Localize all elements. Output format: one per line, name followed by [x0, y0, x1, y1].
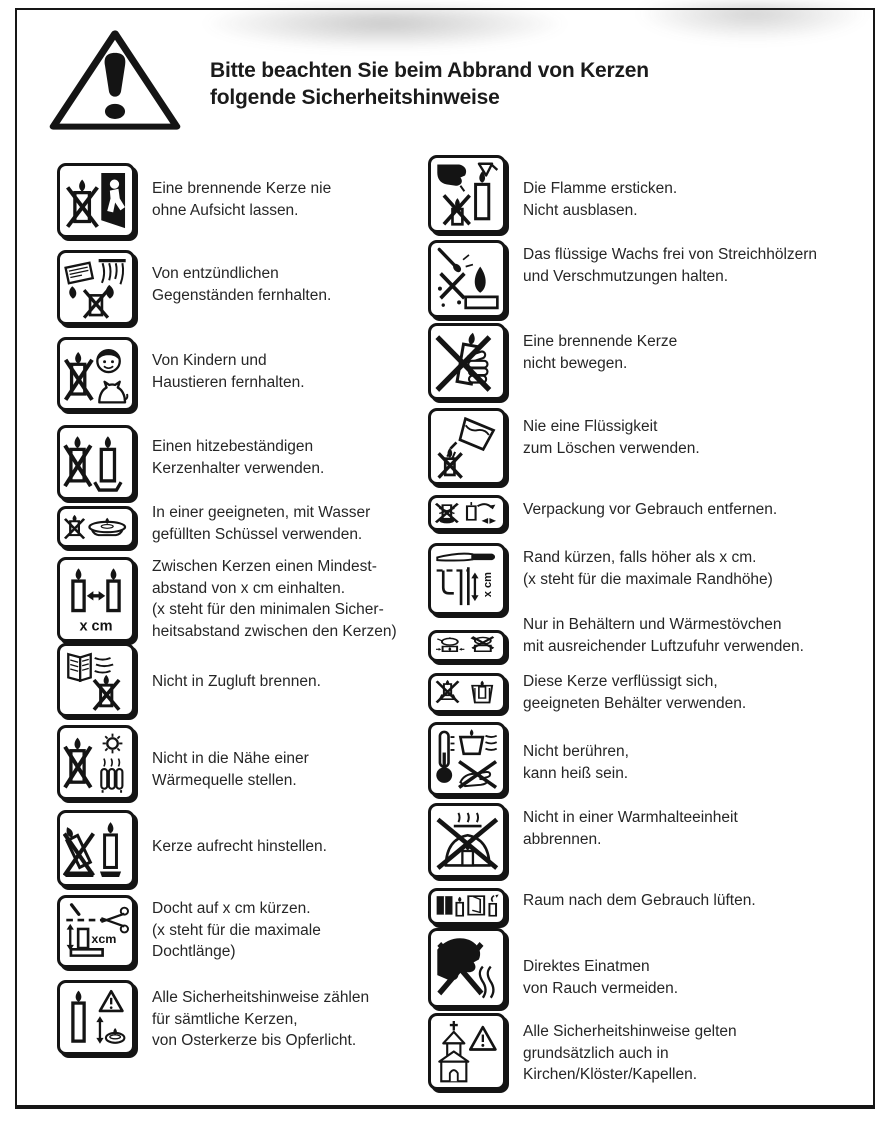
do-not-move-icon [428, 323, 506, 400]
instruction-line: Nie eine Flüssigkeit [523, 418, 658, 435]
ventilate-room-icon [428, 888, 506, 925]
title-line: Bitte beachten Sie beim Abbrand von Kerzen [210, 59, 649, 82]
title-line: folgende Sicherheitshinweise [210, 86, 500, 109]
instruction-line: (x steht für die maximale [152, 921, 321, 939]
hot-surface-icon [428, 722, 506, 796]
instruction-line: Alle Sicherheitshinweise zählen [152, 989, 370, 1006]
instruction-line: Haustieren fernhalten. [152, 373, 305, 391]
instruction-line: Kerzenhalter verwenden. [152, 459, 325, 477]
instruction-line: Verpackung vor Gebrauch entfernen. [523, 501, 778, 518]
safety-instruction-text [523, 547, 773, 590]
safety-instruction-text [523, 807, 738, 850]
instruction-line: Nicht in einer Warmhalteeinheit [523, 809, 738, 826]
instruction-line: und Verschmutzungen halten. [523, 267, 729, 285]
instruction-line: Wärmequelle stellen. [152, 771, 297, 789]
instruction-line: Eine brennende Kerze [523, 333, 678, 350]
heat-resistant-holder-icon [57, 425, 135, 500]
trim-edge-icon [428, 543, 506, 615]
instruction-line: Kirchen/Klöster/Kapellen. [523, 1066, 698, 1083]
instruction-line: Gegenständen fernhalten. [152, 286, 332, 304]
instruction-line: ohne Aufsicht lassen. [152, 201, 299, 219]
instruction-line: von Rauch vermeiden. [523, 979, 679, 997]
safety-instruction-text [152, 436, 324, 479]
instruction-line: Von entzündlichen [152, 265, 279, 282]
children-pets-icon [57, 337, 135, 411]
instruction-line: Alle Sicherheitshinweise gelten [523, 1023, 737, 1040]
instruction-line: Kerze aufrecht hinstellen. [152, 838, 327, 855]
church-use-icon [428, 1013, 506, 1090]
heat-source-icon [57, 725, 135, 800]
instruction-line: Die Flamme ersticken. [523, 180, 678, 197]
flammable-objects-icon [57, 250, 135, 325]
safety-instruction-text [152, 987, 369, 1052]
container-airflow-icon [428, 630, 506, 662]
safety-instruction-text [523, 416, 700, 459]
instruction-line: grundsätzlich auch in [523, 1044, 669, 1062]
instruction-line: Diese Kerze verflüssigt sich, [523, 673, 718, 690]
smother-flame-icon [428, 155, 506, 233]
clean-wax-icon [428, 240, 506, 318]
safety-instruction-text [523, 671, 746, 714]
instruction-line: In einer geeigneten, mit Wasser [152, 504, 371, 521]
instruction-line: abstand von x cm einhalten. [152, 579, 346, 597]
instruction-line: zum Löschen verwenden. [523, 439, 700, 457]
safety-instruction-text [152, 898, 321, 963]
no-smoke-inhale-icon [428, 928, 506, 1008]
instruction-line: für sämtliche Kerzen, [152, 1010, 298, 1028]
safety-instruction-text [523, 956, 678, 999]
safety-instruction-text [523, 890, 756, 912]
candle-unattended-icon [57, 163, 135, 238]
instruction-line: Raum nach dem Gebrauch lüften. [523, 892, 756, 909]
safety-instruction-text [152, 748, 309, 791]
instruction-line: Von Kindern und [152, 352, 267, 369]
instruction-line: kann heiß sein. [523, 764, 629, 782]
instruction-line: Nicht in Zugluft brennen. [152, 673, 321, 690]
instruction-line: heitsabstand zwischen den Kerzen) [152, 622, 397, 640]
instruction-line: nicht bewegen. [523, 354, 628, 372]
water-bowl-icon [57, 506, 135, 548]
warning-triangle-icon [48, 28, 182, 132]
safety-instruction-text [523, 178, 677, 221]
instruction-line: geeigneten Behälter verwenden. [523, 694, 747, 712]
instruction-line: von Osterkerze bis Opferlicht. [152, 1032, 357, 1049]
safety-instruction-text [523, 1021, 737, 1086]
instruction-line: Rand kürzen, falls höher als x cm. [523, 549, 757, 566]
page-title [210, 57, 649, 111]
no-liquid-extinguish-icon [428, 408, 506, 485]
instruction-line: Nicht ausblasen. [523, 201, 638, 219]
instruction-line: Docht auf x cm kürzen. [152, 900, 311, 917]
instruction-line: Zwischen Kerzen einen Mindest- [152, 558, 377, 575]
draft-icon [57, 643, 135, 717]
no-warming-unit-icon [428, 803, 506, 878]
instruction-line: Dochtlänge) [152, 943, 236, 960]
safety-instruction-text [152, 671, 321, 693]
safety-instruction-text [523, 331, 677, 374]
safety-instruction-text [152, 556, 397, 642]
instruction-line: Nicht in die Nähe einer [152, 750, 309, 767]
instruction-line: Das flüssige Wachs frei von Streichhölzern [523, 246, 818, 263]
instruction-line: abbrennen. [523, 830, 602, 848]
trim-wick-icon [57, 895, 135, 968]
safety-instruction-text [523, 244, 817, 287]
svg-text:x cm: x cm [481, 572, 494, 598]
safety-instruction-text [523, 499, 777, 521]
svg-text:xcm: xcm [91, 932, 117, 946]
instruction-line: (x steht für die maximale Randhöhe) [523, 570, 773, 588]
candle-distance-icon [57, 557, 135, 642]
safety-instruction-text [152, 836, 327, 858]
instruction-line: Direktes Einatmen [523, 958, 650, 975]
all-candle-types-icon [57, 980, 135, 1055]
safety-instruction-text [523, 741, 629, 784]
safety-instruction-text [152, 350, 305, 393]
liquefying-candle-icon [428, 673, 506, 713]
safety-instruction-text [523, 614, 804, 657]
instruction-line: (x steht für den minimalen Sicher- [152, 601, 384, 618]
instruction-line: gefüllten Schüssel verwenden. [152, 525, 363, 543]
safety-instruction-text [152, 502, 370, 545]
remove-packaging-icon [428, 495, 506, 531]
instruction-line: Eine brennende Kerze nie [152, 180, 332, 197]
svg-text:x cm: x cm [79, 618, 113, 635]
upright-candle-icon [57, 810, 135, 887]
safety-instruction-text [152, 263, 331, 306]
safety-instruction-text [152, 178, 331, 221]
instruction-line: Nicht berühren, [523, 743, 629, 760]
instruction-line: Nur in Behältern und Wärmestövchen [523, 616, 782, 633]
instruction-line: mit ausreichender Luftzufuhr verwenden. [523, 637, 804, 655]
instruction-line: Einen hitzebeständigen [152, 438, 314, 455]
